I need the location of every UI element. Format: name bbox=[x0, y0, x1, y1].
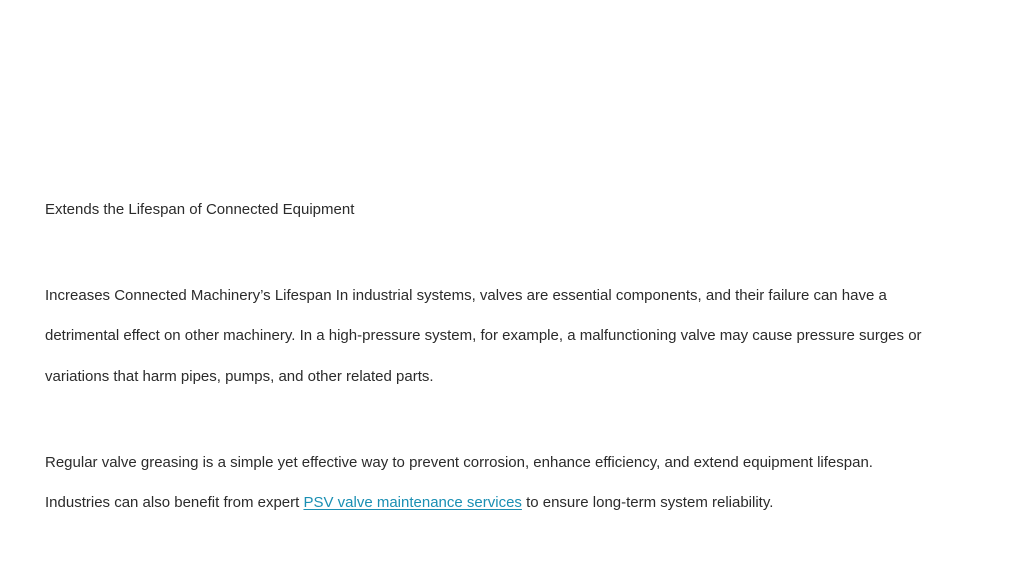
paragraph-2-line-2 bbox=[45, 493, 773, 513]
paragraph-2-line-2-suffix: to ensure long-term system reliability. bbox=[521, 494, 774, 511]
paragraph-1-line-3: variations that harm pipes, pumps, and other related parts. bbox=[45, 368, 434, 385]
paragraph-2-line-2-prefix: Industries can also benefit from expert bbox=[45, 494, 304, 511]
section-heading: Extends the Lifespan of Connected Equipment bbox=[45, 201, 355, 218]
psv-valve-maintenance-link[interactable]: PSV valve maintenance services bbox=[303, 494, 522, 511]
paragraph-1-line-2: detrimental effect on other machinery. In a high-pressure system, for example, a malfunctioning valve may cause pressure surges or bbox=[45, 327, 922, 344]
paragraph-1-line-1: Increases Connected Machinery’s Lifespan In industrial systems, valves are essential components, and their failure can have a bbox=[45, 287, 887, 304]
paragraph-2-line-1: Regular valve greasing is a simple yet effective way to prevent corrosion, enhance efficiency, and extend equipment lifespan. bbox=[45, 454, 873, 471]
